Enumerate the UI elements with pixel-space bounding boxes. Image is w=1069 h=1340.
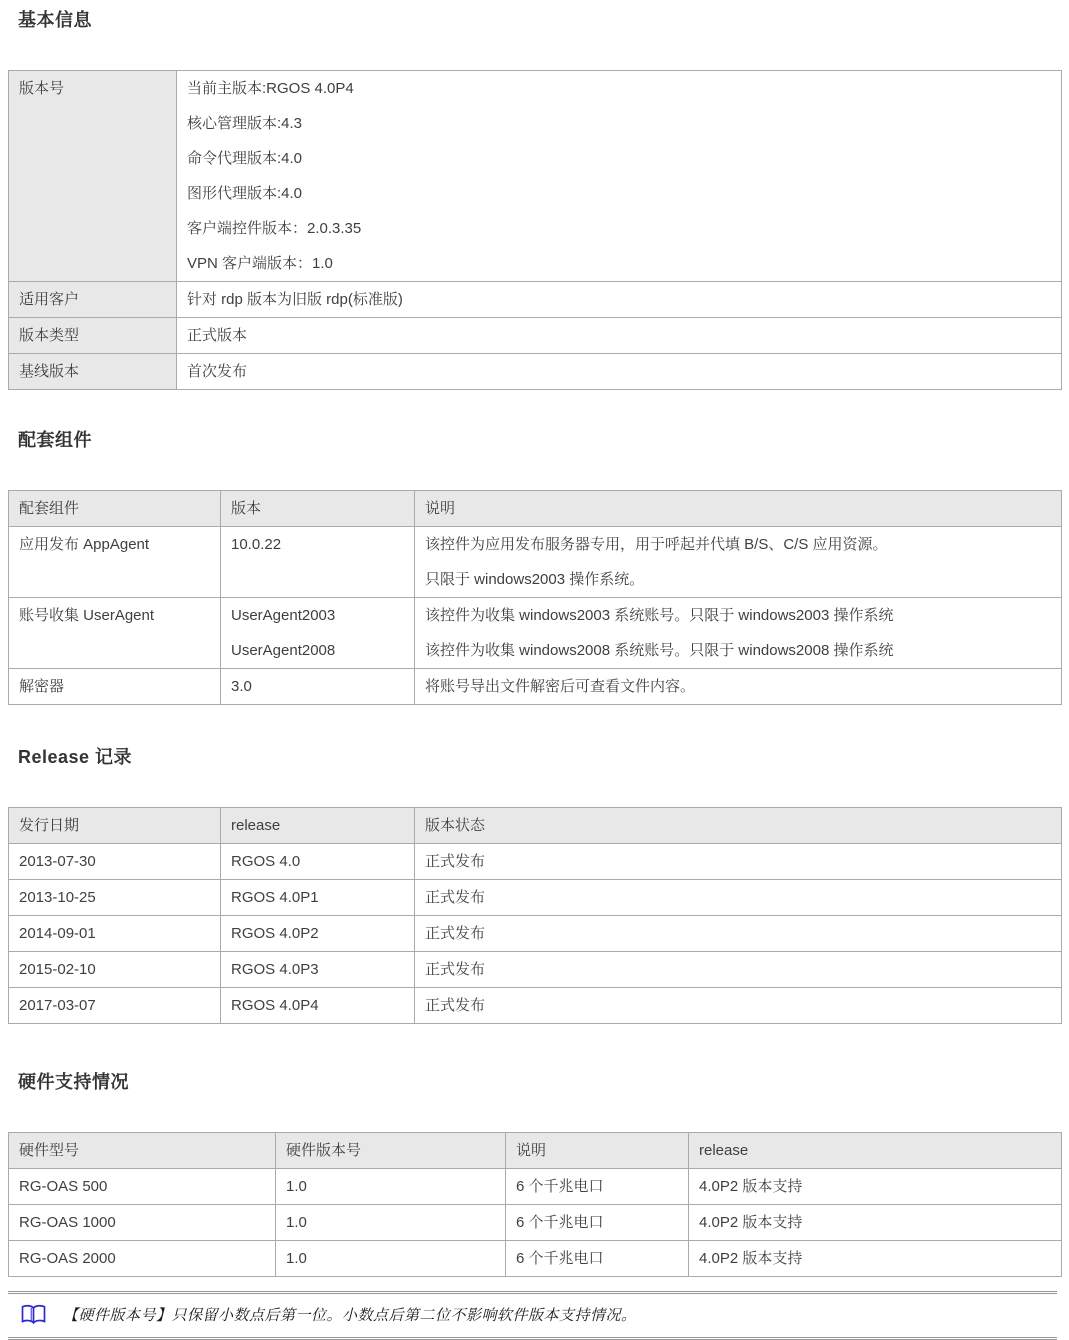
cell-text: 应用发布 AppAgent (19, 536, 150, 553)
cell-text: 6 个千兆电口 (516, 1178, 604, 1195)
table-row (9, 880, 1062, 916)
column-header (9, 808, 221, 844)
header-row (9, 491, 1062, 527)
open-book-icon (20, 1304, 47, 1326)
table-row (9, 1169, 1062, 1205)
cell-text: 1.0 (286, 1178, 307, 1195)
section-release-log (0, 745, 1069, 1024)
table-row (9, 1241, 1062, 1277)
table-cell (221, 916, 415, 952)
cell-text: 2017-03-07 (19, 997, 96, 1014)
table-cell (221, 844, 415, 880)
cell-text: RGOS 4.0P1 (231, 889, 319, 906)
cell-text: 4.0P2 版本支持 (699, 1178, 803, 1195)
cell-text: 版本状态 (425, 817, 486, 834)
table-row (9, 354, 1062, 390)
release-log-table (8, 807, 1062, 1024)
table-cell (415, 952, 1062, 988)
table-cell (689, 1205, 1062, 1241)
cell-text: RG-OAS 2000 (19, 1250, 116, 1267)
cell-text: 该控件为应用发布服务器专用，用于呼起并代填 B/S、C/S 应用资源。 (425, 536, 888, 553)
table-row (9, 844, 1062, 880)
table-cell (276, 1241, 506, 1277)
table-cell (415, 988, 1062, 1024)
cell-text: UserAgent2003 (231, 607, 336, 624)
section-hardware-support (0, 1070, 1069, 1277)
cell-text: 2013-07-30 (19, 853, 96, 870)
table-cell (177, 71, 1062, 282)
table-cell (221, 598, 415, 669)
cell-text: 正式发布 (425, 889, 486, 906)
table-cell (415, 880, 1062, 916)
hardware-version-note (8, 1291, 1057, 1340)
cell-text: 只限于 windows2003 操作系统。 (425, 571, 645, 588)
table-cell (221, 527, 415, 598)
cell-text: RG-OAS 1000 (19, 1214, 116, 1231)
table-cell (9, 354, 177, 390)
cell-text: 硬件型号 (19, 1142, 80, 1159)
basic-info-heading: 基本信息 (18, 10, 92, 30)
table-cell (177, 318, 1062, 354)
header-row (9, 1133, 1062, 1169)
section-basic-info (0, 0, 1069, 390)
table-cell (9, 844, 221, 880)
table-cell (9, 988, 221, 1024)
cell-text: 2013-10-25 (19, 889, 96, 906)
table-cell (9, 1241, 276, 1277)
cell-text: 图形代理版本:4.0 (187, 185, 303, 202)
hardware-support-table (8, 1132, 1062, 1277)
table-cell (177, 354, 1062, 390)
cell-text: 正式发布 (425, 997, 486, 1014)
hardware-support-heading: 硬件支持情况 (18, 1072, 129, 1092)
cell-text: 1.0 (286, 1250, 307, 1267)
table-cell (415, 844, 1062, 880)
table-cell (9, 282, 177, 318)
column-header (9, 491, 221, 527)
cell-text: VPN 客户端版本：1.0 (187, 255, 333, 272)
cell-text: 账号收集 UserAgent (19, 607, 155, 624)
basic-info-table (8, 70, 1062, 390)
cell-text: 首次发布 (187, 363, 248, 380)
table-row (9, 988, 1062, 1024)
cell-text: 针对 rdp 版本为旧版 rdp(标准版) (187, 291, 403, 308)
cell-text: 基线版本 (19, 363, 80, 380)
cell-text: 10.0.22 (231, 536, 282, 553)
cell-text: release (699, 1142, 749, 1159)
cell-text: 6 个千兆电口 (516, 1214, 604, 1231)
table-cell (506, 1169, 689, 1205)
cell-text: RGOS 4.0 (231, 853, 301, 870)
table-cell (415, 598, 1062, 669)
table-cell (415, 669, 1062, 705)
components-heading: 配套组件 (18, 430, 92, 450)
table-row (9, 598, 1062, 669)
column-header (9, 1133, 276, 1169)
cell-text: 3.0 (231, 678, 252, 695)
table-cell (276, 1169, 506, 1205)
note-text: 【硬件版本号】只保留小数点后第一位。小数点后第二位不影响软件版本支持情况。 (63, 1306, 637, 1324)
cell-text: release (231, 817, 281, 834)
cell-text: 说明 (425, 500, 456, 517)
table-row (9, 916, 1062, 952)
table-cell (221, 669, 415, 705)
table-row (9, 282, 1062, 318)
table-cell (9, 318, 177, 354)
header-row (9, 808, 1062, 844)
column-header (415, 491, 1062, 527)
table-row (9, 71, 1062, 282)
table-cell (9, 1169, 276, 1205)
table-cell (689, 1241, 1062, 1277)
table-cell (689, 1169, 1062, 1205)
section-components (0, 428, 1069, 705)
table-cell (276, 1205, 506, 1241)
table-row (9, 952, 1062, 988)
cell-text: 2014-09-01 (19, 925, 96, 942)
cell-text: 该控件为收集 windows2003 系统账号。只限于 windows2003 操作系统 (425, 607, 894, 624)
table-cell (9, 669, 221, 705)
table-cell (9, 598, 221, 669)
column-header (506, 1133, 689, 1169)
cell-text: 硬件版本号 (286, 1142, 362, 1159)
cell-text: 正式版本 (187, 327, 248, 344)
cell-text: 说明 (516, 1142, 547, 1159)
cell-text: 正式发布 (425, 961, 486, 978)
cell-text: 版本类型 (19, 327, 80, 344)
cell-text: 6 个千兆电口 (516, 1250, 604, 1267)
cell-text: 正式发布 (425, 853, 486, 870)
cell-text: 4.0P2 版本支持 (699, 1250, 803, 1267)
cell-text: 核心管理版本:4.3 (187, 115, 303, 132)
cell-text: 客户端控件版本：2.0.3.35 (187, 220, 362, 237)
table-cell (9, 880, 221, 916)
cell-text: RGOS 4.0P4 (231, 997, 319, 1014)
cell-text: UserAgent2008 (231, 642, 336, 659)
components-table (8, 490, 1062, 705)
column-header (689, 1133, 1062, 1169)
cell-text: 发行日期 (19, 817, 80, 834)
table-cell (221, 880, 415, 916)
table-row (9, 1205, 1062, 1241)
cell-text: 适用客户 (19, 291, 80, 308)
table-cell (9, 527, 221, 598)
table-row (9, 669, 1062, 705)
column-header (415, 808, 1062, 844)
cell-text: 将账号导出文件解密后可查看文件内容。 (425, 678, 696, 695)
column-header (221, 808, 415, 844)
release-log-heading: Release 记录 (18, 747, 133, 767)
cell-text: 配套组件 (19, 500, 80, 517)
table-cell (9, 952, 221, 988)
cell-text: 版本号 (19, 80, 65, 97)
column-header (221, 491, 415, 527)
table-row (9, 527, 1062, 598)
table-row (9, 318, 1062, 354)
cell-text: 正式发布 (425, 925, 486, 942)
cell-text: 命令代理版本:4.0 (187, 150, 303, 167)
cell-text: RG-OAS 500 (19, 1178, 108, 1195)
cell-text: 解密器 (19, 678, 65, 695)
cell-text: 2015-02-10 (19, 961, 96, 978)
table-cell (506, 1205, 689, 1241)
cell-text: 1.0 (286, 1214, 307, 1231)
cell-text: 该控件为收集 windows2008 系统账号。只限于 windows2008 操作系统 (425, 642, 894, 659)
cell-text: RGOS 4.0P3 (231, 961, 319, 978)
column-header (276, 1133, 506, 1169)
cell-text: RGOS 4.0P2 (231, 925, 319, 942)
table-cell (9, 71, 177, 282)
cell-text: 当前主版本:RGOS 4.0P4 (187, 80, 354, 97)
cell-text: 4.0P2 版本支持 (699, 1214, 803, 1231)
table-cell (177, 282, 1062, 318)
table-cell (9, 916, 221, 952)
table-cell (221, 952, 415, 988)
table-cell (415, 916, 1062, 952)
table-cell (506, 1241, 689, 1277)
table-cell (415, 527, 1062, 598)
cell-text: 版本 (231, 500, 262, 517)
table-cell (221, 988, 415, 1024)
table-cell (9, 1205, 276, 1241)
